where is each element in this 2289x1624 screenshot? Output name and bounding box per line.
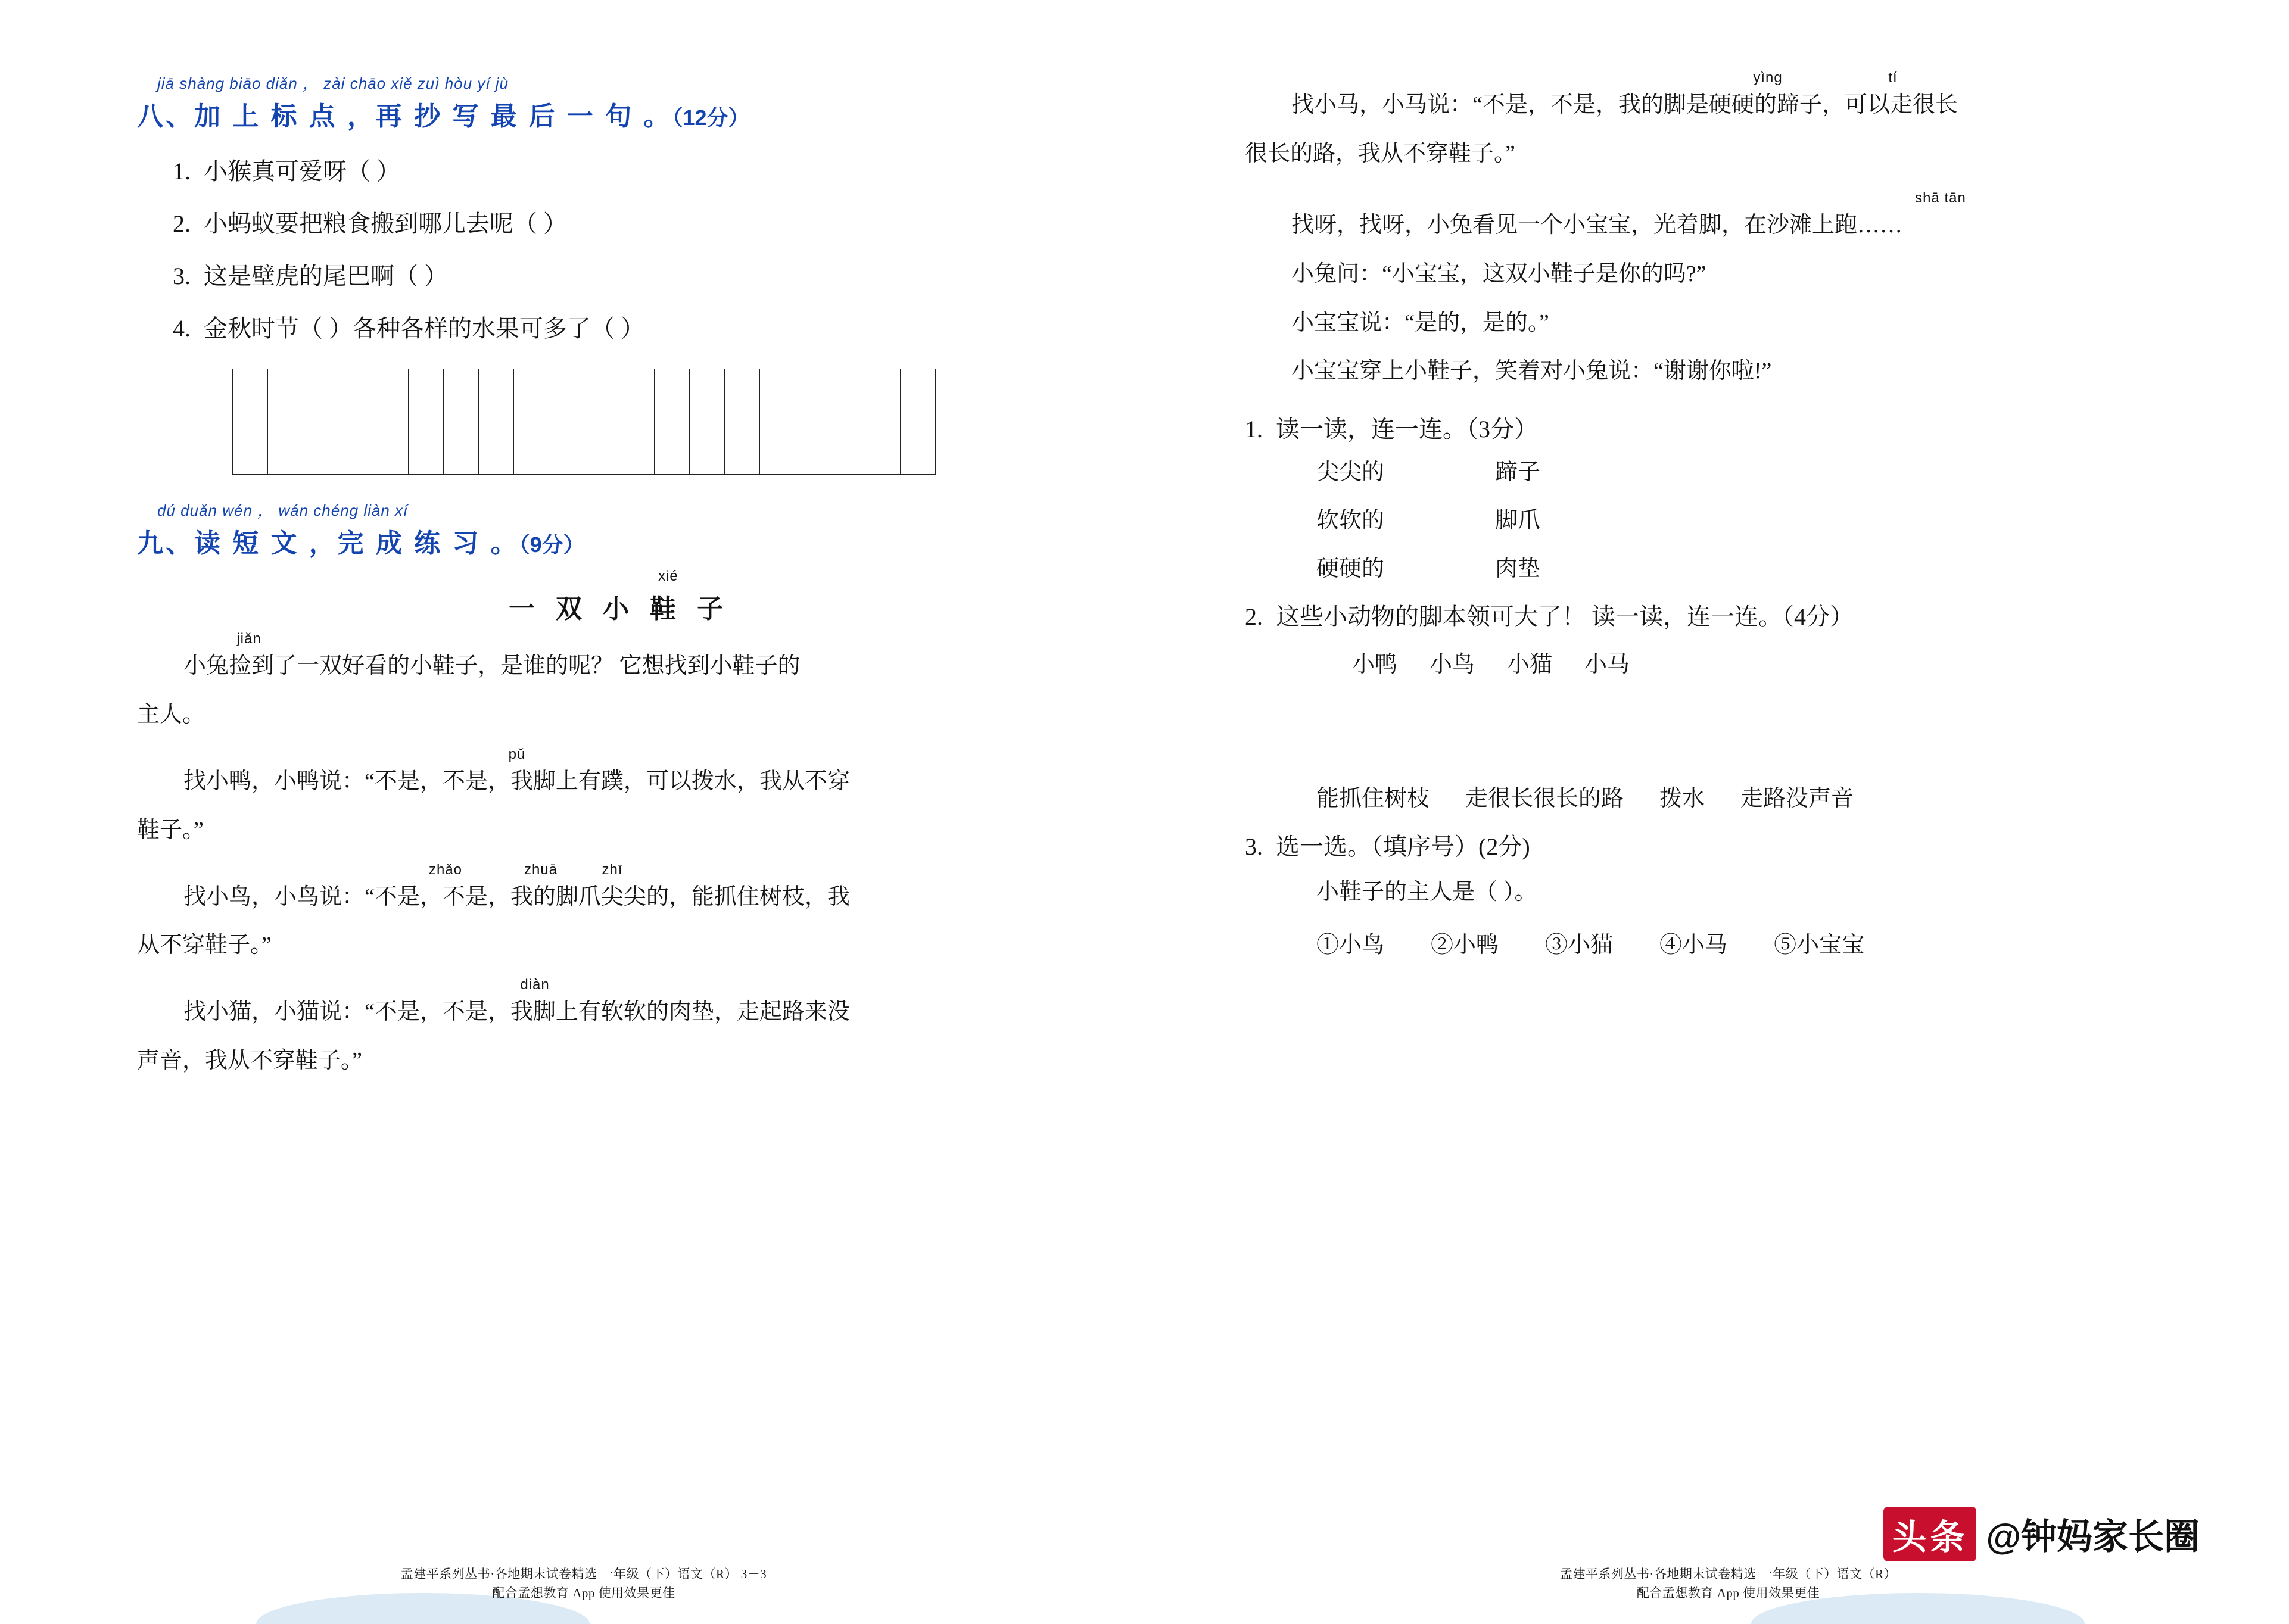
section8-score: （12分） (672, 105, 750, 130)
grid-cell[interactable] (865, 439, 901, 475)
paragraph-text: 找小鸟，小鸟说：“不是，不是，我的脚爪尖尖的，能抓住树枝，我 (183, 884, 850, 909)
passage-paragraph (1245, 131, 2170, 177)
pinyin-annotation: tí (1888, 70, 1898, 86)
grid-cell[interactable] (233, 369, 268, 404)
paragraph-text: 小宝宝说：“是的，是的。” (1291, 310, 1549, 335)
table-row[interactable] (233, 439, 936, 475)
annotated-text (1291, 189, 1966, 249)
paragraph-text: 主人。 (137, 702, 205, 727)
exercise-2-prompt (1245, 604, 2170, 630)
footer-line-2: 配合孟想教育 App 使用效果更佳 (1636, 1585, 1820, 1600)
grid-cell[interactable] (549, 369, 584, 404)
writing-grid-body (233, 369, 936, 475)
match-right-item[interactable]: 脚爪 (1495, 508, 1541, 534)
pinyin-annotation: pǔ (508, 746, 526, 762)
choice-question-line[interactable] (1245, 873, 2170, 906)
question-text: 金秋时节（ ）各种各样的水果可多了（ ） (204, 315, 644, 342)
grid-cell[interactable] (409, 404, 444, 439)
grid-cell[interactable] (514, 369, 549, 404)
exercise-number: 1. (1245, 416, 1263, 443)
grid-cell[interactable] (303, 439, 338, 475)
grid-cell[interactable] (409, 369, 444, 404)
paragraph-text: 鞋子。” (137, 817, 204, 843)
grid-cell[interactable] (830, 369, 865, 404)
table-row[interactable] (233, 369, 936, 404)
choice-option[interactable]: ②小鸭 (1431, 933, 1499, 958)
section8-heading-text: 八、加 上 标 点 ，再 抄 写 最 后 一 句 。 (137, 102, 672, 131)
choice-option[interactable]: ⑤小宝宝 (1774, 933, 1865, 958)
grid-cell[interactable] (760, 404, 795, 439)
grid-cell[interactable] (373, 439, 409, 475)
pinyin-annotation: zhǎo (428, 861, 463, 878)
question-text: 小蚂蚁要把粮食搬到哪儿去呢（ ） (204, 210, 567, 237)
pinyin-annotation: zhī (602, 861, 623, 878)
exercise-3-prompt (1245, 834, 2170, 860)
skill-word[interactable]: 走很长很长的路 (1465, 786, 1624, 812)
question-item (137, 264, 1102, 289)
annotated-text (183, 861, 850, 921)
grid-cell[interactable] (479, 404, 514, 439)
grid-cell[interactable] (549, 404, 584, 439)
paragraph-text: 很长的路，我从不穿鞋子。” (1245, 141, 1515, 166)
grid-cell[interactable] (830, 439, 865, 475)
paragraph-text: 找呀，找呀，小兔看见一个小宝宝，光着脚，在沙滩上跑…… (1291, 212, 1903, 238)
question-text: 小猴真可爱呀（ ） (204, 158, 400, 185)
animal-word[interactable]: 小鸟 (1430, 652, 1475, 678)
section9-score: （9分） (519, 532, 585, 557)
annotated-text (183, 977, 850, 1036)
passage-paragraph (137, 631, 1102, 690)
paragraph-text: 从不穿鞋子。” (137, 933, 272, 958)
animal-word[interactable]: 小鸭 (1352, 652, 1398, 678)
grid-cell[interactable] (690, 439, 725, 475)
section9-pinyin: dú duǎn wén ， wán chéng liàn xí (157, 501, 409, 519)
right-column (1167, 0, 2289, 1624)
right-footer (1167, 1565, 2289, 1603)
grid-cell[interactable] (444, 369, 479, 404)
animal-word-row[interactable] (1245, 646, 2170, 678)
match-right-item[interactable]: 蹄子 (1495, 460, 1541, 485)
passage-paragraph (137, 861, 1102, 921)
grid-cell[interactable] (690, 404, 725, 439)
grid-cell[interactable] (795, 439, 830, 475)
choice-option[interactable]: ①小鸟 (1316, 933, 1385, 958)
pinyin-annotation: xié (658, 568, 678, 584)
grid-cell[interactable] (690, 369, 725, 404)
grid-cell[interactable] (795, 369, 830, 404)
footer-line-2: 配合孟想教育 App 使用效果更佳 (492, 1585, 675, 1600)
question-number: 4. (173, 315, 191, 342)
toutiao-logo-icon: 头条 (1883, 1507, 1976, 1561)
paragraph-text: 小兔捡到了一双好看的小鞋子，是谁的呢？ 它想找到小鞋子的 (183, 653, 801, 678)
grid-cell[interactable] (268, 369, 303, 404)
question-number: 1. (173, 158, 191, 185)
grid-cell[interactable] (830, 404, 865, 439)
question-text: 这是壁虎的尾巴啊（ ） (204, 263, 448, 289)
grid-cell[interactable] (901, 439, 936, 475)
grid-cell[interactable] (760, 439, 795, 475)
passage-paragraph (137, 922, 1102, 969)
watermark-text: @钟妈家长圈 (1986, 1517, 2200, 1557)
choice-question-text[interactable]: 小鞋子的主人是（ ）。 (1316, 880, 1537, 905)
grid-cell[interactable] (760, 369, 795, 404)
grid-cell[interactable] (655, 439, 690, 475)
passage-paragraph (1245, 70, 2170, 129)
passage-paragraph (137, 692, 1102, 738)
match-left-item[interactable]: 软软的 (1316, 508, 1385, 534)
grid-cell[interactable] (444, 404, 479, 439)
writing-grid-table[interactable] (232, 369, 936, 475)
section8-heading (137, 95, 1102, 133)
pinyin-annotation: diàn (520, 977, 550, 993)
grid-cell[interactable] (901, 404, 936, 439)
passage-paragraph (1245, 348, 2170, 395)
grid-cell[interactable] (479, 439, 514, 475)
section9-heading (137, 522, 1102, 560)
grid-cell[interactable] (725, 369, 760, 404)
grid-cell[interactable] (725, 404, 760, 439)
annotated-text (183, 746, 850, 805)
animal-word[interactable]: 小马 (1584, 652, 1630, 678)
match-left-item[interactable]: 尖尖的 (1316, 460, 1385, 485)
grid-cell[interactable] (233, 404, 268, 439)
choice-option[interactable]: ④小马 (1659, 933, 1728, 958)
skill-word[interactable]: 能抓住树枝 (1316, 786, 1430, 812)
table-row[interactable] (233, 404, 936, 439)
pinyin-annotation: yìng (1753, 70, 1783, 86)
skill-word[interactable]: 拨水 (1659, 786, 1705, 812)
passage-title-text: 一 双 小 鞋 子 (509, 594, 730, 624)
paragraph-text: 找小鸭，小鸭说：“不是，不是，我脚上有蹼，可以拨水，我从不穿 (183, 768, 850, 794)
paragraph-text: 小兔问：“小宝宝，这双小鞋子是你的吗?” (1291, 261, 1706, 286)
footer-line-1: 孟建平系列丛书·各地期末试卷精选 一年级（下）语文（R） 3－3 (400, 1567, 767, 1581)
passage-title (137, 568, 1102, 625)
grid-cell[interactable] (514, 439, 549, 475)
paragraph-text: 小宝宝穿上小鞋子，笑着对小兔说：“谢谢你啦!” (1291, 359, 1772, 384)
grid-cell[interactable] (268, 439, 303, 475)
passage-paragraph (1245, 300, 2170, 347)
paragraph-text: 声音，我从不穿鞋子。” (137, 1048, 362, 1074)
annotated-text (1291, 70, 1958, 129)
exercise-prompt-text: 选一选。（填序号）(2分) (1276, 833, 1530, 861)
grid-cell[interactable] (865, 369, 901, 404)
exercise-prompt-text: 这些小动物的脚本领可大了！ 读一读，连一连。（4分） (1276, 603, 1854, 631)
grid-cell[interactable] (655, 369, 690, 404)
grid-cell[interactable] (619, 404, 655, 439)
passage-paragraph (137, 808, 1102, 854)
grid-cell[interactable] (584, 404, 619, 439)
watermark (1883, 1507, 2200, 1561)
grid-cell[interactable] (514, 404, 549, 439)
writing-grid[interactable] (232, 369, 1102, 475)
exercise-prompt-text: 读一读，连一连。（3分） (1276, 416, 1538, 443)
grid-cell[interactable] (303, 404, 338, 439)
match-right-item[interactable]: 肉垫 (1495, 556, 1541, 582)
choice-option[interactable]: ③小猫 (1545, 933, 1614, 958)
left-footer (0, 1565, 1167, 1603)
passage-paragraph (137, 977, 1102, 1036)
passage-paragraph (1245, 189, 2170, 249)
grid-cell[interactable] (233, 439, 268, 475)
question-item (137, 316, 1102, 341)
passage-title-annotated (509, 568, 730, 625)
question-item (137, 211, 1102, 236)
grid-cell[interactable] (479, 369, 514, 404)
paragraph-text: 找小马，小马说：“不是，不是，我的脚是硬硬的蹄子，可以走很长 (1291, 92, 1958, 117)
grid-cell[interactable] (338, 404, 373, 439)
match-row[interactable] (1245, 550, 2170, 582)
question-number: 2. (173, 210, 191, 237)
grid-cell[interactable] (901, 369, 936, 404)
passage-paragraph (1245, 251, 2170, 298)
grid-cell[interactable] (409, 439, 444, 475)
grid-cell[interactable] (795, 404, 830, 439)
grid-cell[interactable] (444, 439, 479, 475)
pinyin-annotation: zhuā (524, 861, 558, 878)
grid-cell[interactable] (865, 404, 901, 439)
grid-cell[interactable] (619, 439, 655, 475)
grid-cell[interactable] (584, 369, 619, 404)
section9-heading-text: 九、读 短 文 ，完 成 练 习 。 (137, 529, 519, 558)
skill-word[interactable]: 走路没声音 (1740, 786, 1854, 812)
grid-cell[interactable] (725, 439, 760, 475)
question-item (137, 159, 1102, 184)
match-left-item[interactable]: 硬硬的 (1316, 556, 1385, 582)
passage-paragraph (137, 746, 1102, 805)
annotated-text (183, 631, 801, 690)
exercise-number: 3. (1245, 833, 1263, 861)
grid-cell[interactable] (338, 369, 373, 404)
grid-cell[interactable] (338, 439, 373, 475)
grid-cell[interactable] (619, 369, 655, 404)
paragraph-text: 找小猫，小猫说：“不是，不是，我脚上有软软的肉垫，走起路来没 (183, 999, 850, 1025)
grid-cell[interactable] (584, 439, 619, 475)
pinyin-annotation: jiǎn (236, 631, 261, 647)
grid-cell[interactable] (373, 404, 409, 439)
section8-pinyin: jiā shàng biāo diǎn ， zài chāo xiě zuì hòu yí jù (157, 74, 509, 92)
passage-paragraph (137, 1038, 1102, 1084)
grid-cell[interactable] (268, 404, 303, 439)
choice-options-row[interactable] (1245, 926, 2170, 959)
grid-cell[interactable] (373, 369, 409, 404)
exercise-number: 2. (1245, 603, 1263, 631)
footer-line-1: 孟建平系列丛书·各地期末试卷精选 一年级（下）语文（R） (1559, 1567, 1897, 1581)
match-row[interactable] (1245, 453, 2170, 486)
exercise-1-prompt (1245, 416, 2170, 442)
pinyin-annotation: shā tān (1915, 189, 1966, 206)
grid-cell[interactable] (655, 404, 690, 439)
question-number: 3. (173, 263, 191, 289)
skill-word-row[interactable] (1245, 780, 2170, 812)
grid-cell[interactable] (549, 439, 584, 475)
match-row[interactable] (1245, 501, 2170, 534)
animal-word[interactable]: 小猫 (1507, 652, 1553, 678)
grid-cell[interactable] (303, 369, 338, 404)
